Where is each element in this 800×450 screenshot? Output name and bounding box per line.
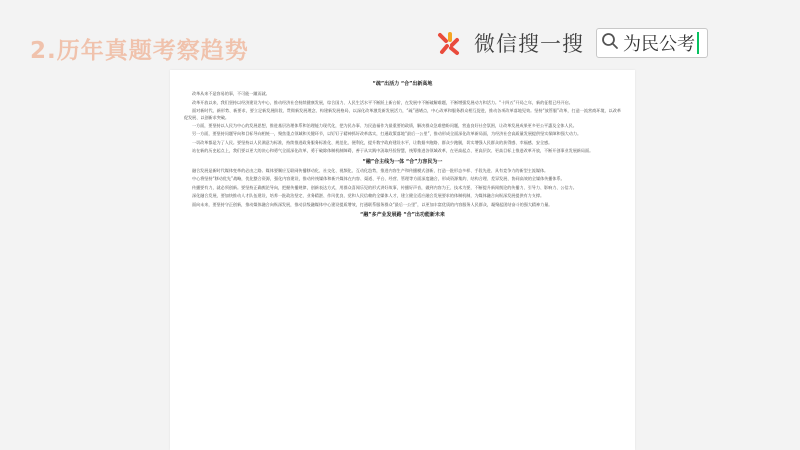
paragraph: 改革开放以来，我们坚持以经济建设为中心，推动经济社会持续健康发展，综合国力、人民生活水平不断跃上新台阶，在发展中不断破解难题，不断增强发展动力和活力。“十四五”开局之年，新的征程已经开启。: [192, 99, 573, 105]
document-title: “疏”出活力 “合”出新高地: [372, 81, 433, 87]
paragraph: 改革从来不是容易的事，不可能一蹴而就。: [192, 91, 270, 97]
search-icon: [601, 32, 619, 54]
paragraph: 一方面，要坚持以人民为中心的发展思想，推进基层治理体系和治理能力现代化，把为民办事、为民造福作为最重要的政绩，解决群众急难愁盼问题，营造良好社会氛围，让改革发展成果更多更公平惠及全体人民。: [192, 123, 577, 129]
paragraph: 中心将坚持“移动优先”战略，优化整合资源，强化内容建设，推动传统媒体和新兴媒体在内容、渠道、平台、经营、管理等方面深度融合，形成资源集约、结构合理、差异发展、协同高效的全媒体传播体系。: [192, 176, 565, 182]
paragraph: 传播要有力，就必须创新。要坚持正确舆论导向，把握传播规律，创新表达方式，用群众喜闻乐见的形式讲好故事，传播好声音，做到内容为王、技术为要，不断提升新闻舆论的传播力、引导力、影响力、公信力。: [192, 184, 577, 190]
wechat-search-banner: [432, 26, 708, 60]
paragraph: 融合发展是新时代媒体变革的必由之路。媒体要顺应互联网传播移动化、社交化、视频化、互动化趋势，推进内容生产和传播模式创新，打造一批形态多样、手段先进、具有竞争力的新型主流媒体。: [192, 168, 549, 174]
paragraph: 站在新的历史起点上，我们要以更大的决心和勇气全面深化改革，勇于破除体制机制障碍，善于从实践中汲取经验智慧，统筹推进各领域改革，在更高起点、更高层次、更高目标上推进改革开放，不断开创事业发展新局面。: [192, 148, 594, 154]
slide-title: 2.历年真题考察趋势: [30, 38, 249, 64]
paragraph: 一切改革都是为了人民。要坚持以人民满意为标准，持续推进政务服务标准化、规范化、便利化，提升数字政府建设水平，让数据多跑路、群众少跑腿，切实增强人民群众的获得感、幸福感、安全感。: [192, 139, 553, 145]
wechat-brand-text: 微信搜一搜: [474, 32, 584, 56]
paragraph: 面对新时代、新形势、新要求，要立足新发展阶段、贯彻新发展理念、构建新发展格局，以深化改革激发新发展活力，“疏”通堵点，中心改革和服务群众相互促进，推动各项改革落地见效。坚持“放管服”改革，打造一流营商环境，以改革促发展、以创新求突破。: [184, 108, 621, 120]
document-page: [170, 70, 635, 450]
wechat-search-logo-icon: [432, 26, 466, 60]
paragraph: 另一方面，要坚持问题导向和目标导向相统一，聚焦重点领域和关键环节，以钉钉子精神抓好改革落实，打通政策落地“最后一公里”，推动形成全面深化改革新局面，为经济社会高质量发展提供坚实保障和强大动力。: [192, 131, 582, 137]
search-input[interactable]: [596, 28, 708, 58]
footer-heading: “融”多产业发展路 “合”出功能新未来: [360, 212, 445, 219]
text-cursor: [697, 32, 699, 54]
paragraph: 深化融合发展，要加快推动人才队伍建设，培养一批政治坚定、业务精湛、作风优良、党和人民信赖的全媒体人才，建立健全适应融合发展要求的体制机制，为媒体融合向纵深发展提供有力支撑。: [192, 193, 545, 199]
section-heading: “融”合主线为一体 “合”力容民为一: [362, 158, 443, 165]
paragraph: 面向未来，要坚持守正创新，推动媒体融合向纵深发展，推动县级融媒体中心建设提质增效，打通联系服务群众“最后一公里”，以更加丰富优质的内容服务人民群众，凝聚起团结奋斗的强大精神力量。: [192, 201, 553, 207]
search-input-value: 为民公考: [623, 34, 695, 55]
